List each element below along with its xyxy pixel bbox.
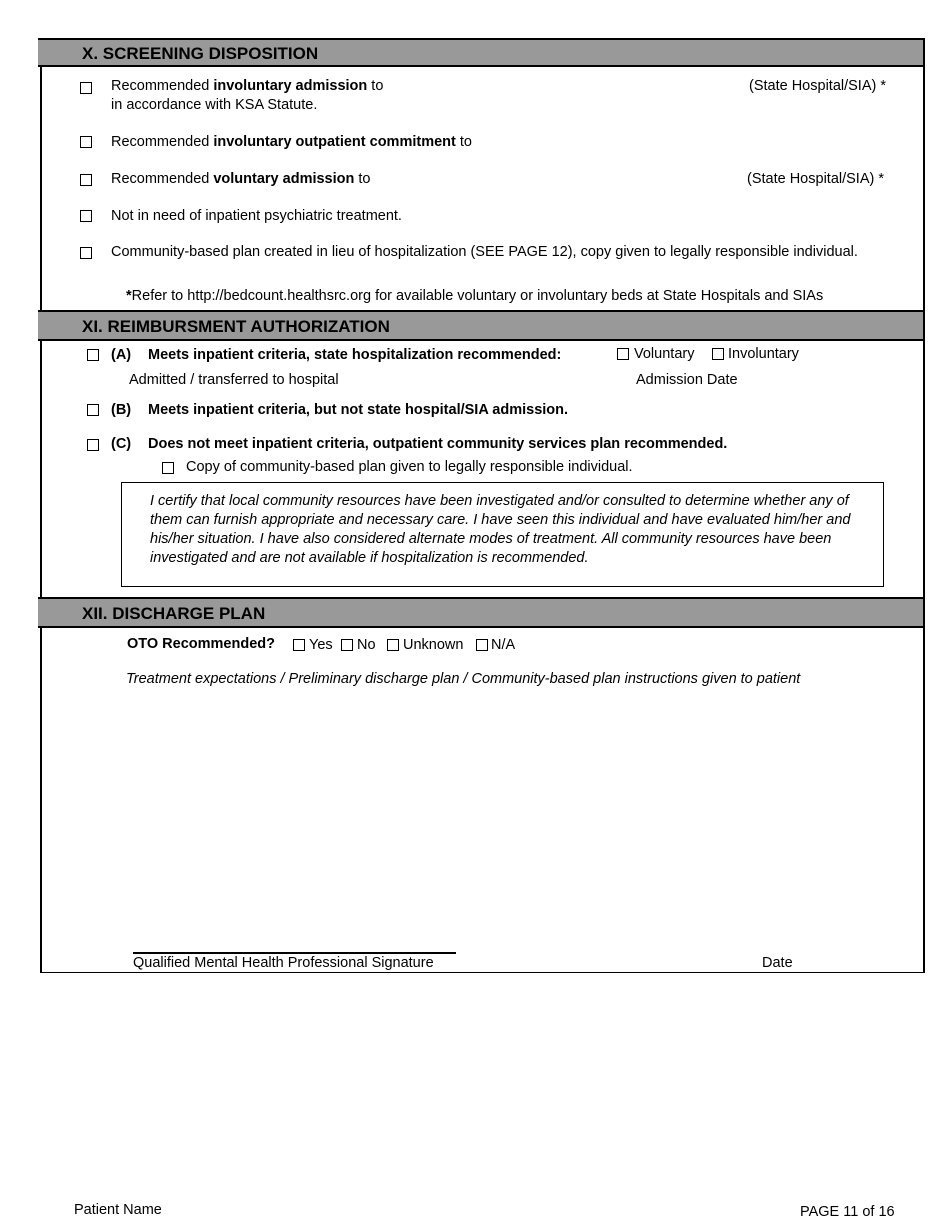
voluntary-label: Voluntary [634,346,695,362]
treatment-plan-area[interactable] [120,695,900,940]
involuntary-admission-text: Recommended involuntary admission to [111,78,384,94]
community-plan-checkbox[interactable] [80,247,92,259]
copy-plan-text: Copy of community-based plan given to legally responsible individual. [186,459,633,475]
bedcount-note: *Refer to http://bedcount.healthsrc.org for available voluntary or involuntary beds at State Hospitals and SIAs [126,288,824,304]
ksa-statute-text: in accordance with KSA Statute. [111,97,318,113]
page-number: PAGE 11 of 16 [800,1204,895,1220]
involuntary-outpatient-checkbox[interactable] [80,136,92,148]
patient-name-label: Patient Name [74,1202,162,1218]
admitted-hospital-label: Admitted / transferred to hospital [129,372,339,388]
section-xi-title: XI. REIMBURSMENT AUTHORIZATION [82,317,390,336]
option-b-checkbox[interactable] [87,404,99,416]
oto-no-label: No [357,637,376,653]
option-a-text: Meets inpatient criteria, state hospitalization recommended: [148,347,562,363]
oto-na-checkbox[interactable] [476,639,488,651]
involuntary-label: Involuntary [728,346,799,362]
option-c-label: (C) [111,436,132,452]
section-xii-title: XII. DISCHARGE PLAN [82,604,266,623]
involuntary-admission-hospital-label: (State Hospital/SIA) * [749,78,886,94]
voluntary-admission-text: Recommended voluntary admission to [111,171,371,187]
option-c-checkbox[interactable] [87,439,99,451]
involuntary-outpatient-text: Recommended involuntary outpatient commitment to [111,134,472,150]
not-in-need-checkbox[interactable] [80,210,92,222]
section-xii-header [38,597,923,628]
oto-unknown-checkbox[interactable] [387,639,399,651]
oto-na-label: N/A [491,637,516,653]
not-in-need-text: Not in need of inpatient psychiatric treatment. [111,208,402,224]
section-xi-header [38,310,923,341]
admission-date-label: Admission Date [636,372,738,388]
option-a-label: (A) [111,347,132,363]
involuntary-admission-checkbox[interactable] [80,82,92,94]
certification-text: I certify that local community resources have been investigated and/or consulted to determine whether any of them can furnish appropriate and necessary care. I have seen this individual and have evaluated him/her and his/her situation. I have also considered alternate modes of treatment. All community resources have been investigated and are not available if hospitalization is recommended. [150,493,851,566]
copy-plan-checkbox[interactable] [162,462,174,474]
oto-yes-label: Yes [309,637,333,653]
oto-yes-checkbox[interactable] [293,639,305,651]
section-x-title: X. SCREENING DISPOSITION [82,44,319,63]
signature-label: Qualified Mental Health Professional Signature [133,955,434,971]
option-b-label: (B) [111,402,132,418]
involuntary-checkbox[interactable] [712,348,724,360]
signature-line[interactable] [133,952,456,954]
oto-no-checkbox[interactable] [341,639,353,651]
option-c-text: Does not meet inpatient criteria, outpatient community services plan recommended. [148,436,728,452]
option-a-checkbox[interactable] [87,349,99,361]
community-plan-text: Community-based plan created in lieu of hospitalization (SEE PAGE 12), copy given to legally responsible individual. [111,244,858,260]
option-b-text: Meets inpatient criteria, but not state hospital/SIA admission. [148,402,569,418]
voluntary-admission-checkbox[interactable] [80,174,92,186]
voluntary-admission-hospital-label: (State Hospital/SIA) * [747,171,884,187]
section-x-header [38,38,923,67]
oto-recommended-label: OTO Recommended? [127,636,275,652]
voluntary-checkbox[interactable] [617,348,629,360]
treatment-expectations-label: Treatment expectations / Preliminary discharge plan / Community-based plan instructions given to patient [126,671,801,687]
date-label: Date [762,955,793,971]
oto-unknown-label: Unknown [403,637,464,653]
